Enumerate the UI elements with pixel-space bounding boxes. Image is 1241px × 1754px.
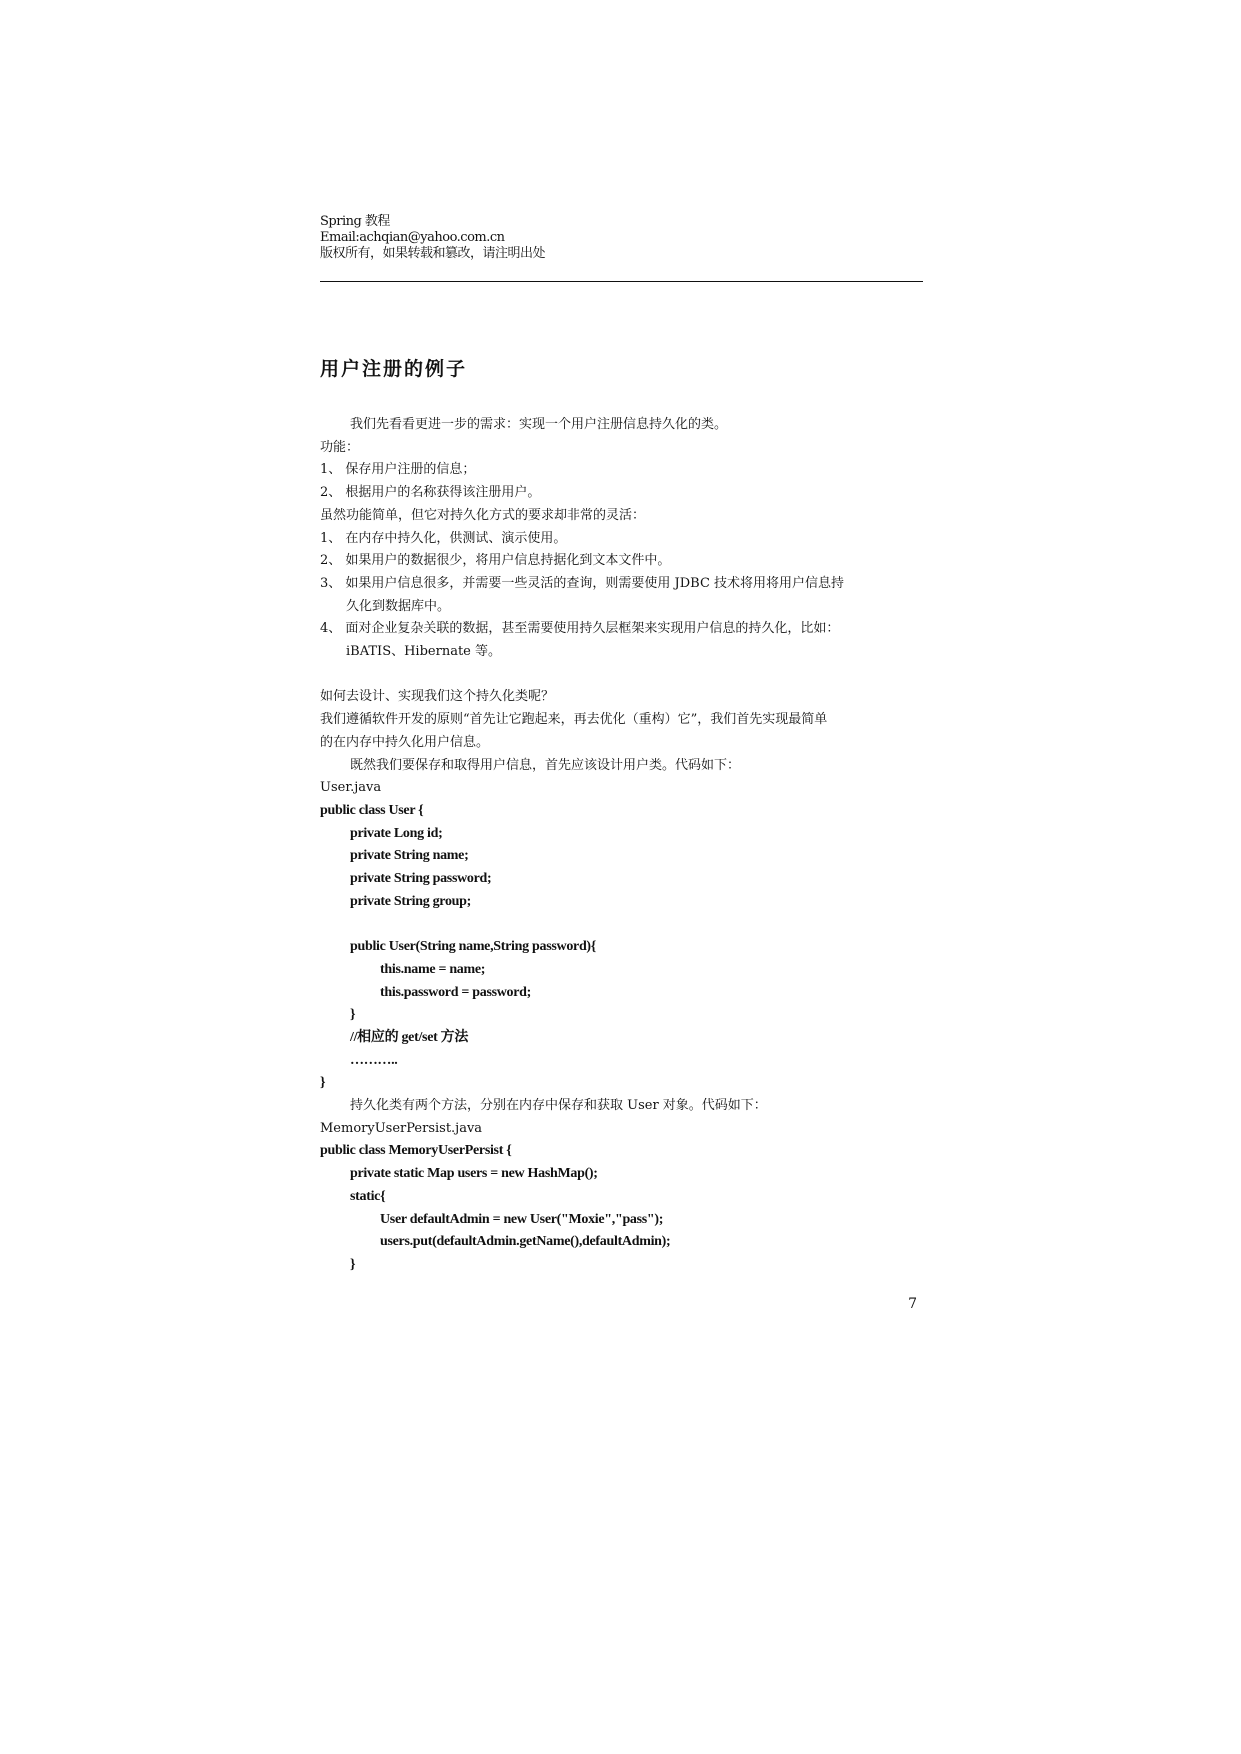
list-item-continuation: 久化到数据库中。: [346, 598, 451, 614]
header-divider: [320, 281, 923, 282]
code-gap: [320, 913, 923, 936]
paragraph: 虽然功能简单，但它对持久化方式的要求却非常的灵活：: [320, 507, 646, 523]
section-body: [320, 414, 923, 1277]
header-copyright: 版权所有，如果转载和篡改，请注明出处: [320, 246, 546, 261]
file-name: User.java: [320, 780, 382, 796]
list-item: 1、 在内存中持久化，供测试、演示使用。: [320, 530, 567, 546]
code-line: private String password;: [350, 871, 492, 887]
header-book-title: Spring 教程: [320, 214, 390, 229]
code-block-user: [320, 800, 923, 1095]
list-item: 2、 根据用户的名称获得该注册用户。: [320, 485, 541, 501]
code-line: }: [320, 1075, 326, 1091]
code-line: public class User {: [320, 802, 424, 818]
code-line: private Long id;: [350, 825, 443, 841]
code-line: this.name = name;: [380, 961, 486, 977]
paragraph: 功能：: [320, 439, 360, 455]
code-line: private String name;: [350, 848, 469, 864]
paragraph: 的在内存中持久化用户信息。: [320, 734, 490, 750]
paragraph: 如何去设计、实现我们这个持久化类呢？: [320, 689, 555, 705]
document-page: [320, 214, 923, 1324]
paragraph: 持久化类有两个方法，分别在内存中保存和获取 User 对象。代码如下：: [350, 1098, 767, 1114]
paragraph: 我们遵循软件开发的原则“首先让它跑起来，再去优化（重构）它”，我们首先实现最简单: [320, 712, 828, 728]
list-item: 3、 如果用户信息很多，并需要一些灵活的查询，则需要使用 JDBC 技术将用将用户信息持: [320, 575, 845, 591]
paragraph-gap: [320, 664, 923, 687]
list-item-continuation: iBATIS、Hibernate 等。: [346, 644, 501, 660]
list-item: 4、 面对企业复杂关联的数据，甚至需要使用持久层框架来实现用户信息的持久化，比如：: [320, 621, 840, 637]
code-block-memory-user-persist: [320, 1140, 923, 1276]
page-number: 7: [908, 1296, 917, 1312]
code-line: }: [350, 1007, 356, 1023]
code-line: User defaultAdmin = new User("Moxie","pass");: [380, 1211, 664, 1227]
paragraph: 既然我们要保存和取得用户信息，首先应该设计用户类。代码如下：: [350, 757, 741, 773]
code-line: private static Map users = new HashMap();: [350, 1166, 598, 1182]
code-line: public class MemoryUserPersist {: [320, 1143, 512, 1159]
file-name: MemoryUserPersist.java: [320, 1120, 483, 1136]
section-title: 用户注册的例子: [320, 358, 468, 380]
page-header: [320, 214, 923, 262]
code-line: static{: [350, 1188, 386, 1204]
header-email: Email:achqian@yahoo.com.cn: [320, 230, 505, 245]
list-item: 1、 保存用户注册的信息；: [320, 462, 476, 478]
code-line: users.put(defaultAdmin.getName(),defaultAdmin);: [380, 1234, 671, 1250]
code-line: public User(String name,String password){: [350, 939, 597, 955]
code-line: private String group;: [350, 893, 471, 909]
code-comment: //相应的 get/set 方法: [350, 1029, 469, 1045]
code-line: }: [350, 1256, 356, 1272]
paragraph: 我们先看看更进一步的需求：实现一个用户注册信息持久化的类。: [350, 417, 728, 432]
code-line: this.password = password;: [380, 984, 532, 1000]
code-ellipsis: ………..: [350, 1052, 398, 1068]
list-item: 2、 如果用户的数据很少，将用户信息持据化到文本文件中。: [320, 553, 671, 569]
